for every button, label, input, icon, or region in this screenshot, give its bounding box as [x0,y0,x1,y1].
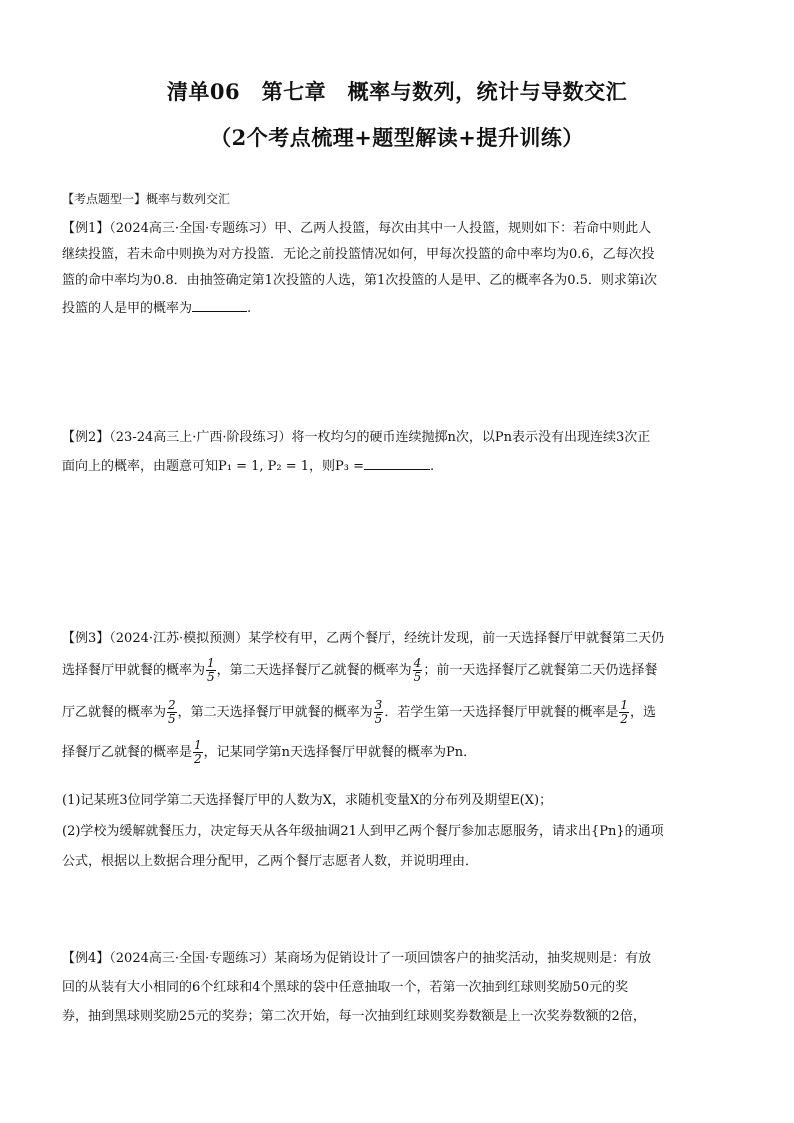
example-2-line: 【例2】（23-24高三上·广西·阶段练习）将一枚均匀的硬币连续抛掷n次，以Pn表示没有出现连续3次正 [62,430,651,445]
example-3-line: 【例3】（2024·江苏·模拟预测）某学校有甲，乙两个餐厅，经统计发现，前一天选择餐厅甲就餐第二天仍 [62,631,665,646]
example-1-line: 篮的命中率均为0.8．由抽签确定第1次投篮的人选，第1次投篮的人是甲、乙的概率各为0.5．则求第i次 [62,273,658,288]
numerator: 2 [168,698,176,712]
example-1-line: 继续投篮，若未命中则换为对方投篮．无论之前投篮情况如何，甲每次投篮的命中率均为0.6，乙每次投 [62,247,655,262]
text: ，选 [629,705,656,720]
denominator: 5 [374,712,383,726]
denominator: 2 [620,712,628,726]
example-3 [62,627,732,867]
example-1-text: 投篮的人是甲的概率为 [62,301,193,316]
text: ；前一天选择餐厅乙就餐第二天仍选择餐 [423,663,658,678]
example-3-line [62,739,476,766]
text: 选择餐厅甲就餐的概率为 [62,663,206,678]
numerator: 3 [374,698,383,712]
example-3-part-1: (1)记某班3位同学第二天选择餐厅甲的人数为X，求随机变量X的分布列及期望E(X)； [62,793,553,808]
text: ．若学生第一天选择餐厅甲就餐的概率是 [384,705,619,720]
page-title: 清单06 第七章 概率与数列，统计与导数交汇 [166,79,628,104]
fraction [619,699,629,726]
example-3-line [62,699,656,726]
example-4-line: 券，抽到黑球则奖励25元的奖券；第二次开始，每一次抽到红球则奖券数额是上一次奖券数额的2倍， [62,1009,646,1024]
numerator: 1 [194,738,202,752]
example-1-line-last [62,297,251,316]
text: 厅乙就餐的概率为 [62,705,167,720]
period: . [430,459,435,474]
page-subtitle: （2个考点梳理+题型解读+提升训练） [210,125,584,150]
example-4-line: 回的从装有大小相同的6个红球和4个黑球的袋中任意抽取一个，若第一次抽到红球则奖励50元的奖 [62,980,629,995]
denominator: 5 [168,712,176,726]
fraction [413,657,423,684]
example-3-part-2-cont: 公式，根据以上数据合理分配甲，乙两个餐厅志愿者人数，并说明理由． [62,854,479,869]
text: ，第二天选择餐厅乙就餐的概率为 [216,663,412,678]
example-3-line [62,657,657,684]
text: ，记某同学第n天选择餐厅甲就餐的概率为Pn． [203,745,477,760]
numerator: 4 [413,656,422,670]
numerator: 1 [207,656,215,670]
example-2-line-last [62,455,434,474]
example-1-line: 【例1】（2024高三·全国·专题练习）甲、乙两人投篮，每次由其中一人投篮，规则如下：若命中则此人 [62,221,652,236]
answer-blank[interactable] [192,299,247,312]
fraction [167,699,177,726]
text: 择餐厅乙就餐的概率是 [62,745,193,760]
fraction [206,657,216,684]
denominator: 5 [207,670,215,684]
section-heading: 【考点题型一】概率与数列交汇 [62,192,231,206]
example-4-line: 【例4】（2024高三·全国·专题练习）某商场为促销设计了一项回馈客户的抽奖活动，抽奖规则是：有放 [62,951,652,966]
example-2-text: 面向上的概率，由题意可知P₁ = 1, P₂ = 1，则P₃ = [62,459,365,474]
text: ，第二天选择餐厅甲就餐的概率为 [177,705,373,720]
period: . [247,301,252,316]
denominator: 2 [194,752,202,766]
fraction [193,739,203,766]
denominator: 5 [413,670,422,684]
answer-blank[interactable] [364,457,430,470]
example-3-part-2: (2)学校为缓解就餐压力，决定每天从各年级抽调21人到甲乙两个餐厅参加志愿服务，请求出{Pn}的通项 [62,824,664,839]
example-4 [62,947,732,1037]
example-2 [62,426,732,486]
fraction [374,699,384,726]
numerator: 1 [620,698,628,712]
example-1 [62,217,732,327]
